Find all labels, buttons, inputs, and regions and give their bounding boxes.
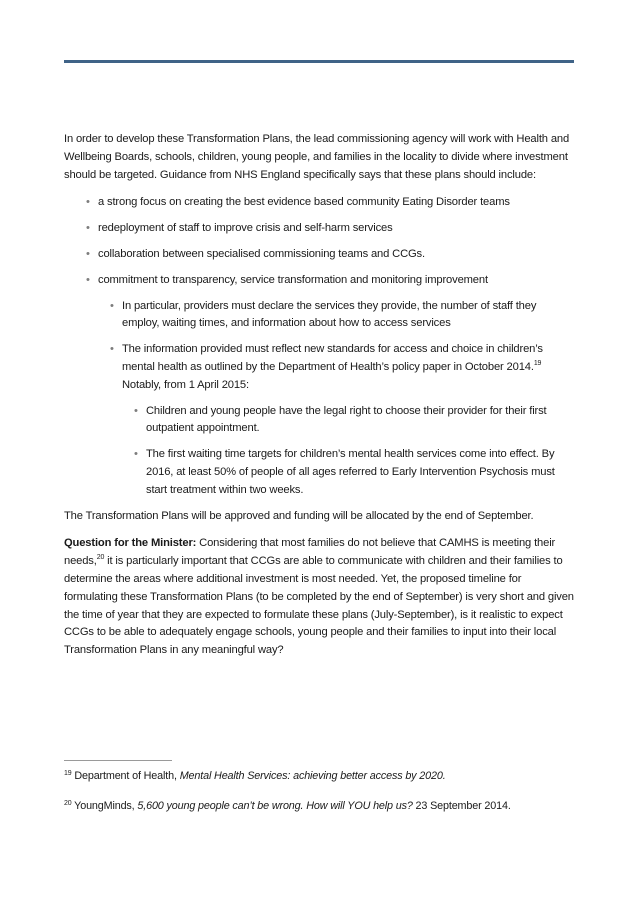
footnote-separator [64,760,172,761]
footnote-number: 20 [64,800,72,807]
bullet-dot-icon: • [110,299,114,312]
bullet-dot-icon: • [86,196,90,209]
header-rule [64,60,574,63]
list-item: • commitment to transparency, service transformation and monitoring improvement [86,272,576,290]
footnotes [64,768,576,828]
footnote-title: Mental Health Services: achieving better access by 2020. [179,770,446,782]
footnote-number: 19 [64,770,72,777]
list-item: • a strong focus on creating the best evidence based community Eating Disorder teams [86,194,576,212]
list-item: • collaboration between specialised commissioning teams and CCGs. [86,246,576,264]
bullet-dot-icon: • [110,343,114,356]
bullet-dot-icon: • [134,448,138,461]
main-content [64,131,576,670]
bullet-dot-icon: • [86,222,90,235]
list-item: • redeployment of staff to improve crisis and self-harm services [86,220,576,238]
bullet-dot-icon: • [86,273,90,286]
footnote-ref[interactable]: 19 [533,359,542,367]
bullet-dot-icon: • [134,404,138,417]
footnote-title: 5,600 young people can’t be wrong. How will YOU help us? [137,800,413,812]
intro-paragraph: In order to develop these Transformation Plans, the lead commissioning agency will work with Health and Wellbeing Boards, schools, children, young people, and families in the locality to divide where investment should be targeted. Guidance from NHS England specifically says that these plans should include: [64,133,570,181]
bullet-dot-icon: • [86,247,90,260]
sub-sub-list-item: • The first waiting time targets for children’s mental health services come into effect. By 2016, at least 50% of people of all ages referred to Early Intervention Psychosis must start treatment within two weeks. [134,448,555,496]
footnote-ref[interactable]: 20 [96,554,105,562]
sub-sub-list-item: • Children and young people have the legal right to choose their provider for their first outpatient appointment. [134,404,547,435]
question-label: Question for the Minister: [64,537,197,550]
closing-paragraph: The Transformation Plans will be approved and funding will be allocated by the end of September. [64,509,534,522]
footnote: $^{20}$ YoungMinds, 5,600 young people can’t be wrong. How will YOU help us? 23 September 2014. [64,800,511,812]
sub-list-item: • In particular, providers must declare the services they provide, the number of staff they employ, waiting times, and information about how to access services [110,299,537,330]
question-paragraph: Question for the Minister: Considering that most families do not believe that CAMHS is meeting their needs,$^{20}$ it is particularly important that CCGs are able to communicate with children and their families to determine the areas where additional investment is most needed. Yet, the proposed timeline for formulating these Transformation Plans (to be completed by the end of September) is very short and given the time of year that they are expected to formulate these plans (July-September), is it realistic to expect CCGs to be able to adequately engage schools, young people and their families to input into their local Transformation Plans in any meaningful way? [64,537,574,657]
sub-list-item: • The information provided must reflect new standards for access and choice in children’s mental health as outlined by the Department of Health’s policy paper in October 2014.19 Notably, from 1 April 2015: [110,343,543,391]
footnote: $^{19}$ Department of Health, Mental Health Services: achieving better access by 2020. [64,770,446,782]
